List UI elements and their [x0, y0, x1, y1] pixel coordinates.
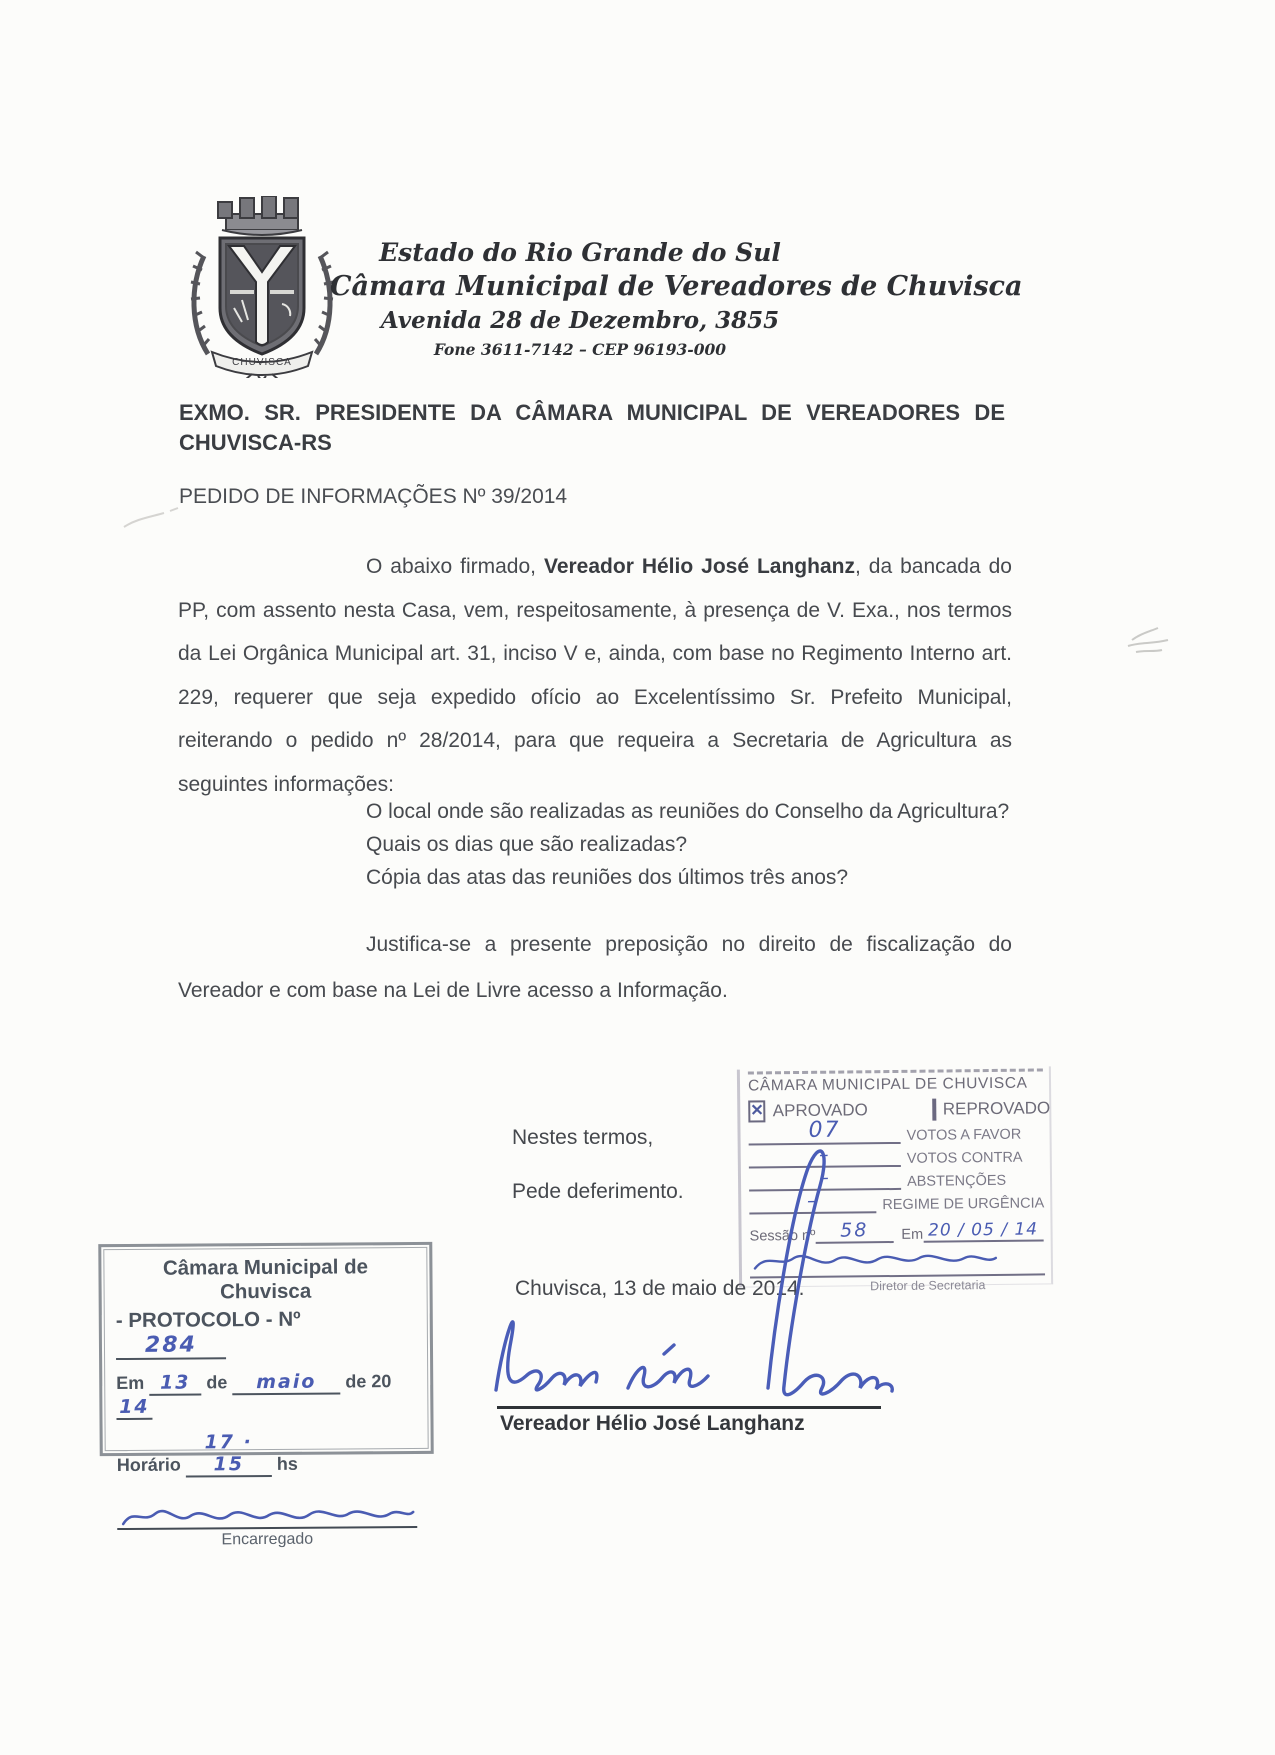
protocol-de20-label: de 20 — [345, 1371, 392, 1392]
crest-banner-text: CHUVISCA — [232, 357, 292, 368]
crown-icon — [218, 196, 302, 235]
letterhead — [330, 238, 1023, 359]
document-title: PEDIDO DE INFORMAÇÕES Nº 39/2014 — [179, 485, 568, 508]
author-name-bold: Vereador Hélio José Langhanz — [543, 555, 855, 578]
paragraph-text-before: O abaixo firmado, — [366, 555, 544, 578]
closing-line-2: Pede deferimento. — [512, 1180, 684, 1203]
question-item-3: Cópia das atas das reuniões dos últimos três anos? — [366, 866, 849, 889]
rejected-checkbox-empty — [932, 1099, 936, 1121]
protocol-time-line — [117, 1430, 417, 1478]
shield — [220, 238, 304, 354]
votes-contra-value: – — [818, 1143, 831, 1166]
protocol-number-line — [116, 1307, 416, 1360]
letterhead-phone-cep: Fone 3611-7142 – CEP 96193-000 — [433, 340, 727, 359]
session-label: Sessão nº — [749, 1227, 816, 1245]
municipal-coat-of-arms — [182, 196, 342, 378]
body-paragraph-1 — [178, 545, 1012, 806]
encarregado-signature-scribble — [117, 1498, 417, 1530]
protocol-horario-label: Horário — [116, 1454, 181, 1476]
letterhead-state: Estado do Rio Grande do Sul — [379, 238, 781, 267]
protocol-year-value: 14 — [119, 1395, 150, 1419]
protocol-org-line: Câmara Municipal de Chuvisca — [162, 1255, 369, 1304]
protocol-number-value: 284 — [144, 1332, 198, 1358]
recipient-heading: EXMO. SR. PRESIDENTE DA CÂMARA MUNICIPAL DE VEREADORES DE CHUVISCA-RS — [179, 400, 1005, 455]
paragraph-text-after: , da bancada do PP, com assento nesta Casa, vem, respeitosamente, à presença de V. Exa., nos termos da Lei Orgânica Municipal art. 31, inciso V e, ainda, com base no Regimento Interno art. 229, requerer que seja expedido ofício ao Excelentíssimo Sr. Prefeito Municipal, reiterando o pedido nº 28/2014, para que requeira a Secretaria de Agricultura as seguintes informações: — [178, 555, 1012, 796]
protocol-number-label: - PROTOCOLO - Nº — [115, 1307, 301, 1333]
votes-contra-label: VOTOS CONTRA — [906, 1149, 1023, 1167]
urgencia-value: – — [806, 1189, 819, 1212]
encarregado-title: Encarregado — [221, 1530, 314, 1549]
protocol-de-label: de — [206, 1372, 228, 1393]
closing-line-1: Nestes termos, — [512, 1126, 654, 1149]
session-value: 58 — [840, 1219, 869, 1242]
votes-favor-label: VOTOS A FAVOR — [906, 1126, 1022, 1144]
date-line: Chuvisca, 13 de maio de 2014. — [515, 1277, 805, 1300]
justification-paragraph: Justifica-se a presente preposição no direito de fiscalização do Vereador e com base na Lei de Livre acesso a Informação. — [178, 933, 1012, 1002]
rejected-label: REPROVADO — [942, 1098, 1051, 1119]
urgencia-label: REGIME DE URGÊNCIA — [882, 1195, 1045, 1214]
director-title: Diretor de Secretaria — [870, 1278, 986, 1294]
question-item-1: O local onde são realizadas as reuniões do Conselho da Agricultura? — [366, 800, 1010, 823]
encarregado-signature-line — [117, 1502, 417, 1530]
protocol-date-line — [116, 1370, 416, 1420]
session-date-label: Em — [901, 1226, 924, 1243]
pencil-smudge-mark — [120, 505, 190, 535]
letterhead-address: Avenida 28 de Dezembro, 3855 — [380, 307, 780, 334]
session-date-value: 20 / 05 / 14 — [927, 1219, 1039, 1241]
margin-smudge-mark — [1118, 620, 1178, 660]
votes-favor-value: 07 — [808, 1117, 841, 1143]
approved-label: APROVADO — [772, 1100, 868, 1121]
question-item-2: Quais os dias que são realizadas? — [366, 833, 688, 856]
letterhead-org: Câmara Municipal de Vereadores de Chuvisca — [330, 271, 1023, 302]
signature-name-label: Vereador Hélio José Langhanz — [500, 1412, 805, 1435]
protocol-month-value: maio — [256, 1370, 317, 1394]
approval-stamp-header: CÂMARA MUNICIPAL DE CHUVISCA — [748, 1068, 1043, 1095]
abstencoes-value: – — [819, 1166, 831, 1189]
protocol-day-value: 13 — [159, 1371, 191, 1394]
vereador-signature-scribble — [468, 1138, 908, 1418]
protocol-em-label: Em — [116, 1372, 145, 1394]
protocol-time-value: 17 · 15 — [204, 1431, 253, 1476]
protocol-stamp — [98, 1242, 433, 1549]
protocol-hs-label: hs — [276, 1453, 298, 1474]
questions-list — [366, 795, 1009, 894]
abstencoes-label: ABSTENÇÕES — [906, 1172, 1007, 1190]
approved-checkbox-checked: ✕ — [748, 1100, 766, 1122]
